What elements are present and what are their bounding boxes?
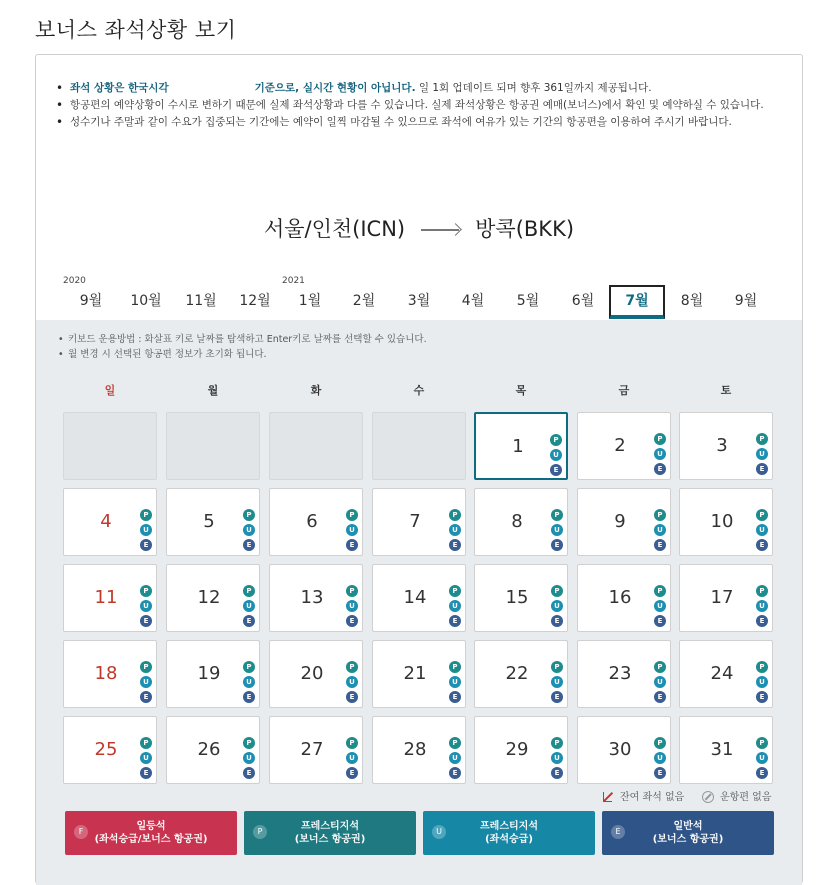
e-class-badge-icon: E — [756, 463, 768, 475]
day-number: 19 — [197, 663, 221, 684]
u-class-badge-icon: U — [346, 600, 358, 612]
p-class-badge-icon: P — [550, 434, 562, 446]
p-class-badge-icon: P — [140, 661, 152, 673]
class-button-title: 일등석 — [136, 821, 166, 832]
month-tab[interactable]: 5월 — [516, 293, 540, 309]
seat-class-badges — [449, 737, 461, 782]
class-button-e[interactable] — [602, 811, 774, 855]
seat-class-badges — [346, 737, 358, 782]
u-class-badge-icon: U — [140, 524, 152, 536]
day-number: 20 — [300, 663, 324, 684]
seat-class-badges — [654, 433, 666, 478]
e-class-badge-icon: E — [346, 615, 358, 627]
seat-class-badges — [449, 585, 461, 630]
p-class-badge-icon: P — [346, 585, 358, 597]
calendar-day[interactable] — [269, 564, 363, 632]
u-class-badge-icon: U — [654, 676, 666, 688]
p-class-badge-icon: P — [654, 737, 666, 749]
u-class-badge-icon: U — [140, 676, 152, 688]
notice-item-3: • 성수기나 주말과 같이 수요가 집중되는 기간에는 예약이 일찍 마감될 수 있으므로 좌석에 여유가 있는 기간의 항공편을 이용하여 주시기 바랍니다. — [56, 115, 766, 130]
p-class-badge-icon: P — [756, 737, 768, 749]
day-number: 18 — [94, 663, 118, 684]
arrow-right-icon — [421, 224, 461, 236]
calendar-day[interactable] — [269, 716, 363, 784]
u-class-badge-icon: U — [551, 752, 563, 764]
u-class-badge-icon: U — [243, 676, 255, 688]
year-label-2021: 2021 — [282, 276, 305, 286]
seat-class-badges — [551, 737, 563, 782]
class-button-subtitle: (보너스 항공권) — [294, 834, 366, 845]
u-class-badge-icon: U — [243, 524, 255, 536]
p-class-badge-icon: P — [551, 661, 563, 673]
p-class-badge-icon: P — [140, 585, 152, 597]
e-class-badge-icon: E — [346, 691, 358, 703]
calendar-day[interactable] — [474, 716, 568, 784]
u-class-badge-icon: U — [243, 600, 255, 612]
p-class-badge-icon: P — [654, 661, 666, 673]
class-button-subtitle: (좌석승급/보너스 항공권) — [94, 834, 208, 845]
weekday-header: 일 — [104, 384, 116, 397]
p-class-badge-icon: P — [551, 585, 563, 597]
weekday-header: 목 — [515, 384, 527, 397]
calendar-day[interactable] — [372, 716, 466, 784]
e-class-badge-icon: E — [243, 539, 255, 551]
p-class-badge-icon: P — [449, 509, 461, 521]
p-class-badge-icon: P — [346, 509, 358, 521]
no-seat-icon — [602, 791, 614, 803]
day-number: 1 — [512, 436, 524, 457]
u-class-badge-icon: U — [550, 449, 562, 461]
legend-no-flight-label: 운항편 없음 — [720, 792, 772, 803]
e-class-badge-icon: E — [243, 767, 255, 779]
e-class-badge-icon: E — [756, 539, 768, 551]
month-tab[interactable]: 12월 — [239, 293, 271, 309]
seat-class-badges — [140, 661, 152, 706]
seat-class-badges — [654, 737, 666, 782]
year-label-2020: 2020 — [63, 276, 86, 286]
calendar-day[interactable] — [577, 716, 671, 784]
day-number: 12 — [197, 587, 221, 608]
calendar-day[interactable] — [63, 564, 157, 632]
u-class-badge-icon: U — [654, 600, 666, 612]
seat-class-badges — [654, 661, 666, 706]
e-class-badge-icon: E — [654, 615, 666, 627]
seat-class-badges — [243, 585, 255, 630]
e-class-badge-icon: E — [449, 539, 461, 551]
calendar-day[interactable] — [474, 488, 568, 556]
e-class-badge-icon: E — [449, 615, 461, 627]
e-class-badge-icon: E — [756, 615, 768, 627]
p-class-badge-icon: P — [756, 433, 768, 445]
month-tab[interactable]: 3월 — [407, 293, 431, 309]
p-class-badge-icon: P — [449, 661, 461, 673]
day-number: 23 — [608, 663, 632, 684]
class-code-icon: U — [432, 825, 446, 839]
u-class-badge-icon: U — [756, 676, 768, 688]
seat-class-badges — [140, 509, 152, 554]
u-class-badge-icon: U — [756, 600, 768, 612]
day-number: 26 — [197, 739, 221, 760]
day-number: 22 — [505, 663, 529, 684]
calendar-day[interactable] — [372, 488, 466, 556]
seat-class-badges — [756, 509, 768, 554]
day-number: 25 — [94, 739, 118, 760]
calendar-day[interactable] — [577, 412, 671, 480]
seat-class-badges — [243, 737, 255, 782]
seat-class-badges — [756, 585, 768, 630]
e-class-badge-icon: E — [551, 615, 563, 627]
day-number: 6 — [306, 511, 318, 532]
calendar-day[interactable] — [577, 564, 671, 632]
seat-class-badges — [449, 509, 461, 554]
e-class-badge-icon: E — [140, 539, 152, 551]
day-number: 7 — [409, 511, 421, 532]
keyboard-note-2: • 월 변경 시 선택된 항공편 정보가 초기화 됩니다. — [58, 347, 427, 362]
day-number: 13 — [300, 587, 324, 608]
month-tab[interactable]: 7월 — [609, 285, 665, 319]
u-class-badge-icon: U — [346, 676, 358, 688]
seat-class-badges — [654, 585, 666, 630]
u-class-badge-icon: U — [654, 752, 666, 764]
e-class-badge-icon: E — [550, 464, 562, 476]
month-tab[interactable]: 11월 — [185, 293, 217, 309]
keyboard-note-1: • 키보드 운용방법 : 화살표 키로 날짜를 탐색하고 Enter키로 날짜를 선택할 수 있습니다. — [58, 332, 427, 347]
p-class-badge-icon: P — [654, 509, 666, 521]
day-number: 27 — [300, 739, 324, 760]
u-class-badge-icon: U — [756, 752, 768, 764]
day-number: 9 — [614, 511, 626, 532]
seat-class-badges — [654, 509, 666, 554]
class-button-title: 일반석 — [673, 821, 703, 832]
month-tab[interactable]: 9월 — [734, 293, 758, 309]
class-button-title: 프레스티지석 — [301, 821, 359, 832]
calendar-day[interactable] — [166, 488, 260, 556]
legend-no-flight — [702, 788, 771, 803]
u-class-badge-icon: U — [551, 600, 563, 612]
u-class-badge-icon: U — [346, 752, 358, 764]
page-title: 보너스 좌석상황 보기 — [35, 18, 237, 42]
calendar-day[interactable] — [166, 640, 260, 708]
calendar-day[interactable] — [63, 488, 157, 556]
p-class-badge-icon: P — [654, 585, 666, 597]
e-class-badge-icon: E — [551, 767, 563, 779]
u-class-badge-icon: U — [551, 524, 563, 536]
seat-class-badges — [243, 661, 255, 706]
seat-class-badges — [756, 433, 768, 478]
e-class-badge-icon: E — [551, 691, 563, 703]
notice-item-1 — [56, 81, 766, 96]
class-button-p[interactable] — [244, 811, 416, 855]
seat-class-badges — [346, 661, 358, 706]
seat-class-badges — [346, 585, 358, 630]
calendar-day[interactable] — [166, 564, 260, 632]
p-class-badge-icon: P — [243, 585, 255, 597]
route-destination: 방콕(BKK) — [475, 217, 575, 241]
p-class-badge-icon: P — [551, 509, 563, 521]
day-number: 4 — [100, 511, 112, 532]
class-button-subtitle: (좌석승급) — [485, 834, 533, 845]
calendar-day[interactable] — [269, 640, 363, 708]
calendar-day[interactable] — [679, 488, 773, 556]
day-number: 30 — [608, 739, 632, 760]
day-number: 28 — [403, 739, 427, 760]
route-origin: 서울/인천(ICN) — [263, 217, 406, 241]
day-number: 8 — [511, 511, 523, 532]
day-number: 3 — [716, 435, 728, 456]
day-number: 14 — [403, 587, 427, 608]
seat-class-badges — [449, 661, 461, 706]
notice-item-2: • 항공편의 예약상황이 수시로 변하기 때문에 실제 좌석상황과 다를 수 있습니다. 실제 좌석상황은 항공권 예매(보너스)에서 확인 및 예약하실 수 있습니다. — [56, 98, 766, 113]
e-class-badge-icon: E — [243, 691, 255, 703]
weekday-header: 화 — [310, 384, 322, 397]
e-class-badge-icon: E — [756, 691, 768, 703]
p-class-badge-icon: P — [756, 509, 768, 521]
seat-class-badges — [756, 661, 768, 706]
u-class-badge-icon: U — [449, 600, 461, 612]
weekday-header: 월 — [207, 384, 219, 397]
e-class-badge-icon: E — [140, 691, 152, 703]
p-class-badge-icon: P — [756, 585, 768, 597]
class-button-f[interactable] — [65, 811, 237, 855]
u-class-badge-icon: U — [449, 524, 461, 536]
day-number: 29 — [505, 739, 529, 760]
day-number: 31 — [710, 739, 734, 760]
calendar-day[interactable] — [679, 640, 773, 708]
class-code-icon: F — [74, 825, 88, 839]
e-class-badge-icon: E — [140, 767, 152, 779]
class-code-icon: E — [611, 825, 625, 839]
e-class-badge-icon: E — [449, 691, 461, 703]
p-class-badge-icon: P — [756, 661, 768, 673]
p-class-badge-icon: P — [243, 737, 255, 749]
day-number: 16 — [608, 587, 632, 608]
notice-realtime-text: 기준으로, 실시간 현황이 아닙니다. — [254, 82, 416, 94]
calendar-day[interactable] — [679, 716, 773, 784]
calendar-day[interactable] — [372, 564, 466, 632]
u-class-badge-icon: U — [140, 600, 152, 612]
e-class-badge-icon: E — [346, 767, 358, 779]
calendar-area — [36, 320, 802, 885]
calendar-day[interactable] — [577, 488, 671, 556]
e-class-badge-icon: E — [654, 539, 666, 551]
p-class-badge-icon: P — [140, 509, 152, 521]
p-class-badge-icon: P — [551, 737, 563, 749]
notice-list — [56, 81, 766, 132]
month-tabs — [36, 285, 802, 320]
class-button-subtitle: (보너스 항공권) — [652, 834, 724, 845]
seat-class-badges — [551, 661, 563, 706]
e-class-badge-icon: E — [243, 615, 255, 627]
calendar-day[interactable] — [474, 564, 568, 632]
day-number: 15 — [505, 587, 529, 608]
u-class-badge-icon: U — [140, 752, 152, 764]
u-class-badge-icon: U — [243, 752, 255, 764]
calendar-day[interactable] — [166, 716, 260, 784]
seat-class-badges — [346, 509, 358, 554]
month-tab[interactable]: 4월 — [461, 293, 485, 309]
p-class-badge-icon: P — [140, 737, 152, 749]
e-class-badge-icon: E — [449, 767, 461, 779]
day-number: 11 — [94, 587, 118, 608]
legend-no-seats — [602, 788, 684, 803]
calendar-day[interactable] — [679, 412, 773, 480]
legend-no-seats-label: 잔여 좌석 없음 — [620, 792, 685, 803]
seat-class-badges — [551, 509, 563, 554]
e-class-badge-icon: E — [140, 615, 152, 627]
p-class-badge-icon: P — [243, 509, 255, 521]
calendar-day[interactable] — [679, 564, 773, 632]
e-class-badge-icon: E — [551, 539, 563, 551]
month-tab[interactable]: 8월 — [680, 293, 704, 309]
p-class-badge-icon: P — [346, 661, 358, 673]
day-number: 24 — [710, 663, 734, 684]
keyboard-notes — [58, 332, 427, 362]
seat-class-badges — [140, 737, 152, 782]
calendar-empty-cell — [166, 412, 260, 480]
calendar-empty-cell — [372, 412, 466, 480]
day-number: 2 — [614, 435, 626, 456]
u-class-badge-icon: U — [756, 524, 768, 536]
month-tab[interactable]: 9월 — [79, 293, 103, 309]
u-class-badge-icon: U — [449, 676, 461, 688]
p-class-badge-icon: P — [243, 661, 255, 673]
p-class-badge-icon: P — [654, 433, 666, 445]
class-button-u[interactable] — [423, 811, 595, 855]
u-class-badge-icon: U — [654, 524, 666, 536]
seat-class-badges — [756, 737, 768, 782]
weekday-header: 수 — [413, 384, 425, 397]
p-class-badge-icon: P — [449, 737, 461, 749]
notice-update-text: 일 1회 업데이트 되며 향후 361일까지 제공됩니다. — [415, 82, 652, 94]
day-number: 21 — [403, 663, 427, 684]
month-tab[interactable]: 6월 — [571, 293, 595, 309]
calendar-empty-cell — [63, 412, 157, 480]
calendar-empty-cell — [269, 412, 363, 480]
day-number: 5 — [203, 511, 215, 532]
u-class-badge-icon: U — [346, 524, 358, 536]
class-button-title: 프레스티지석 — [480, 821, 538, 832]
calendar-day[interactable] — [269, 488, 363, 556]
u-class-badge-icon: U — [551, 676, 563, 688]
e-class-badge-icon: E — [654, 463, 666, 475]
calendar-day[interactable] — [63, 716, 157, 784]
calendar-day[interactable] — [474, 640, 568, 708]
p-class-badge-icon: P — [346, 737, 358, 749]
calendar-day[interactable] — [474, 412, 568, 480]
e-class-badge-icon: E — [756, 767, 768, 779]
seat-class-badges — [140, 585, 152, 630]
weekday-header: 토 — [720, 384, 732, 397]
notice-timezone-text: 좌석 상황은 한국시각 — [70, 82, 169, 94]
calendar-day[interactable] — [372, 640, 466, 708]
u-class-badge-icon: U — [756, 448, 768, 460]
weekday-header: 금 — [618, 384, 630, 397]
p-class-badge-icon: P — [449, 585, 461, 597]
class-code-icon: P — [253, 825, 267, 839]
month-tab[interactable]: 10월 — [130, 293, 162, 309]
u-class-badge-icon: U — [449, 752, 461, 764]
month-tab[interactable]: 1월 — [298, 293, 322, 309]
no-flight-icon — [702, 791, 714, 803]
seat-status-panel — [35, 54, 803, 884]
e-class-badge-icon: E — [654, 767, 666, 779]
e-class-badge-icon: E — [346, 539, 358, 551]
seat-class-badges — [243, 509, 255, 554]
route-header — [36, 213, 802, 243]
month-tab[interactable]: 2월 — [352, 293, 376, 309]
day-number: 17 — [710, 587, 734, 608]
seat-class-badges — [551, 585, 563, 630]
calendar-day[interactable] — [63, 640, 157, 708]
day-number: 10 — [710, 511, 734, 532]
seat-class-badges — [550, 434, 562, 479]
calendar-day[interactable] — [577, 640, 671, 708]
e-class-badge-icon: E — [654, 691, 666, 703]
u-class-badge-icon: U — [654, 448, 666, 460]
